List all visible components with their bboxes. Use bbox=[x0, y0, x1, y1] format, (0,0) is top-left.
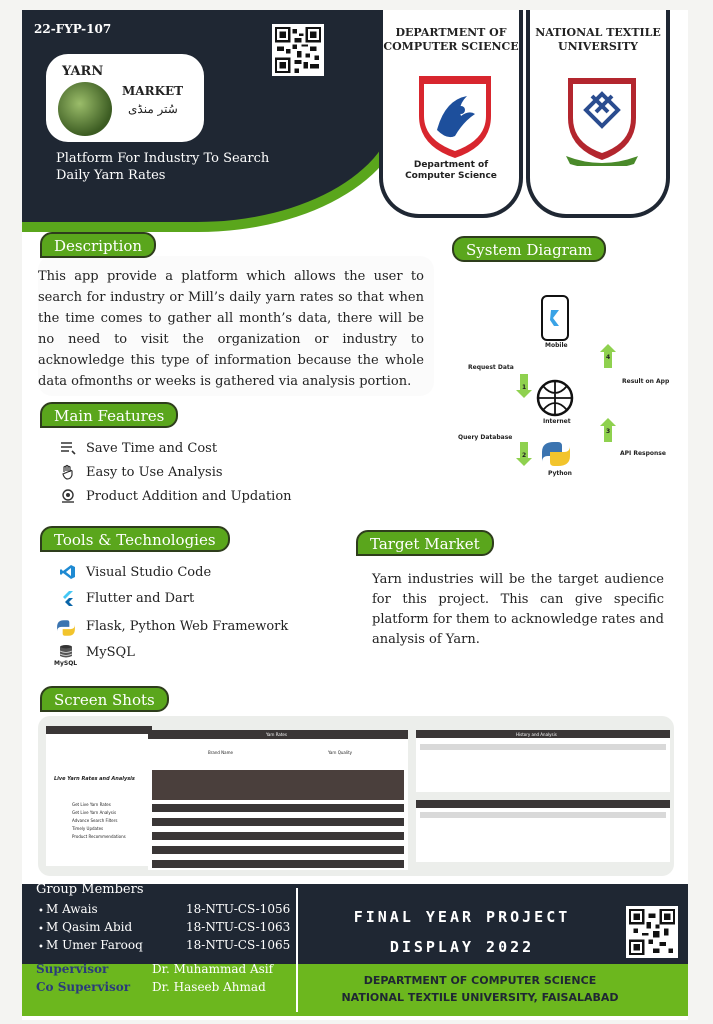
footer-dept-line-1: DEPARTMENT OF COMPUTER SCIENCE bbox=[363, 974, 597, 987]
tool-text: Visual Studio Code bbox=[86, 565, 212, 580]
logo-market-text: MARKET bbox=[122, 84, 184, 98]
shot2-col2: Yarn Quality bbox=[328, 750, 353, 755]
screenshot-history-1 bbox=[416, 730, 670, 792]
tagline-line-1: Platform For Industry To Search bbox=[56, 151, 270, 166]
footer-dept-line-2: NATIONAL TEXTILE UNIVERSITY, FAISALABAD bbox=[341, 991, 619, 1004]
supervisor-role: Supervisor bbox=[36, 962, 109, 976]
hand-icon bbox=[60, 464, 76, 480]
fyp-line-2: DISPLAY 2022 bbox=[389, 938, 535, 956]
main-features-heading: Main Features bbox=[40, 402, 178, 428]
group-members-title: Group Members bbox=[36, 882, 144, 897]
dept-cs-title bbox=[383, 26, 519, 54]
member-id: 18-NTU-CS-1065 bbox=[186, 938, 291, 952]
system-diagram-heading: System Diagram bbox=[452, 236, 606, 262]
shot1-item: Product Recommendations bbox=[72, 834, 126, 839]
logo-yarn-text: YARN bbox=[62, 64, 104, 79]
dept-ntu-title-line-2: UNIVERSITY bbox=[558, 40, 638, 53]
dept-cs-title-line-1: DEPARTMENT OF bbox=[395, 26, 507, 39]
dept-ntu-title bbox=[530, 26, 666, 54]
python-icon bbox=[56, 618, 76, 638]
dept-cs-card bbox=[379, 10, 523, 218]
member-bullets: • • • bbox=[38, 906, 44, 953]
shot1-heading: Live Yarn Rates and Analysis bbox=[54, 776, 135, 782]
logo-urdu-text: سُتر منڈی bbox=[128, 102, 178, 116]
fyp-line-1: FINAL YEAR PROJECT bbox=[353, 908, 571, 926]
tagline bbox=[56, 150, 269, 184]
ntu-shield-icon bbox=[562, 70, 642, 160]
tools-heading: Tools & Technologies bbox=[40, 526, 230, 552]
list-icon bbox=[60, 440, 76, 456]
shot1-item: Timely Updates bbox=[72, 826, 104, 831]
dept-ntu-card bbox=[526, 10, 670, 218]
supervisor-name: Dr. Muhammad Asif bbox=[152, 962, 274, 976]
step-2-label: 2 bbox=[522, 452, 527, 459]
qr-code-icon bbox=[272, 24, 324, 76]
shot3-heading: History and Analysis bbox=[516, 732, 557, 737]
target-market-heading: Target Market bbox=[356, 530, 494, 556]
dept-cs-title-line-2: COMPUTER SCIENCE bbox=[383, 40, 519, 53]
qr-code-icon bbox=[626, 906, 678, 958]
member-id: 18-NTU-CS-1063 bbox=[186, 920, 291, 934]
target-market-text: Yarn industries will be the target audience for this project. This can give specific platform for them to acknowledge rates and analysis of Yarn. bbox=[372, 572, 664, 647]
co-supervisor-name: Dr. Haseeb Ahmad bbox=[152, 980, 266, 994]
shot1-item: Get Live Yarn Rates bbox=[72, 802, 111, 807]
yarn-market-logo bbox=[46, 54, 204, 142]
python-icon bbox=[542, 442, 570, 466]
result-on-app-label: Result on App bbox=[622, 378, 670, 385]
dept-cs-sub-line-1: Department of bbox=[413, 160, 489, 170]
screenshots-heading: Screen Shots bbox=[40, 686, 169, 712]
yarn-ball-icon bbox=[58, 82, 112, 136]
cs-shield-icon bbox=[415, 70, 495, 160]
tool-text: MySQL bbox=[86, 645, 135, 660]
tagline-line-2: Daily Yarn Rates bbox=[56, 168, 166, 183]
flutter-icon bbox=[60, 590, 76, 606]
shot2-heading: Yarn Rates bbox=[266, 732, 287, 737]
python-label: Python bbox=[548, 470, 572, 477]
description-heading: Description bbox=[40, 232, 156, 258]
product-icon bbox=[60, 488, 76, 504]
description-text: This app provide a platform which allows the user to search for industry or Mill’s daily yarn rates so that when the time comes to gather all month’s data, there will be no need to visit the organization or industry to acknowledge this type of information because the whole data ofmonths or weeks is gathered via analysis portion. bbox=[38, 269, 424, 389]
project-code: 22-FYP-107 bbox=[34, 22, 112, 36]
screenshot-home bbox=[46, 726, 152, 866]
feature-text: Product Addition and Updation bbox=[86, 489, 292, 504]
footer-divider bbox=[296, 888, 298, 1012]
dept-ntu-title-line-1: NATIONAL TEXTILE bbox=[535, 26, 661, 39]
feature-text: Easy to Use Analysis bbox=[86, 465, 223, 480]
feature-text: Save Time and Cost bbox=[86, 441, 218, 456]
tool-text: Flutter and Dart bbox=[86, 591, 195, 606]
shot1-item: Get Live Yarn Analysis bbox=[72, 810, 117, 815]
vscode-icon bbox=[60, 564, 76, 580]
step-3-label: 3 bbox=[606, 428, 611, 435]
api-response-label: API Response bbox=[620, 450, 666, 457]
footer-department bbox=[312, 972, 648, 1006]
mobile-label: Mobile bbox=[545, 342, 568, 349]
step-4-label: 4 bbox=[606, 354, 611, 361]
shot1-item: Advance Search Filters bbox=[72, 818, 118, 823]
member-name: M Awais bbox=[46, 902, 98, 916]
mysql-caption: MySQL bbox=[54, 660, 78, 667]
shot2-col1: Brand Name bbox=[208, 750, 233, 755]
database-icon bbox=[58, 644, 74, 660]
member-name: M Qasim Abid bbox=[46, 920, 133, 934]
request-data-label: Request Data bbox=[468, 364, 514, 371]
mobile-icon bbox=[542, 296, 568, 340]
poster bbox=[22, 10, 688, 1020]
dept-cs-sub-line-2: Computer Science bbox=[405, 171, 497, 181]
dept-cs-subtitle bbox=[383, 160, 519, 182]
step-1-label: 1 bbox=[522, 384, 527, 391]
member-name: M Umer Farooq bbox=[46, 938, 143, 952]
screenshot-history-2 bbox=[416, 800, 670, 862]
fyp-display-title bbox=[312, 902, 612, 962]
system-diagram-panel bbox=[444, 260, 674, 504]
query-database-label: Query Database bbox=[458, 434, 513, 441]
screenshot-yarn-rates bbox=[148, 730, 408, 870]
tool-text: Flask, Python Web Framework bbox=[86, 619, 289, 634]
member-id: 18-NTU-CS-1056 bbox=[186, 902, 291, 916]
co-supervisor-role: Co Supervisor bbox=[36, 980, 131, 994]
internet-label: Internet bbox=[543, 418, 571, 425]
